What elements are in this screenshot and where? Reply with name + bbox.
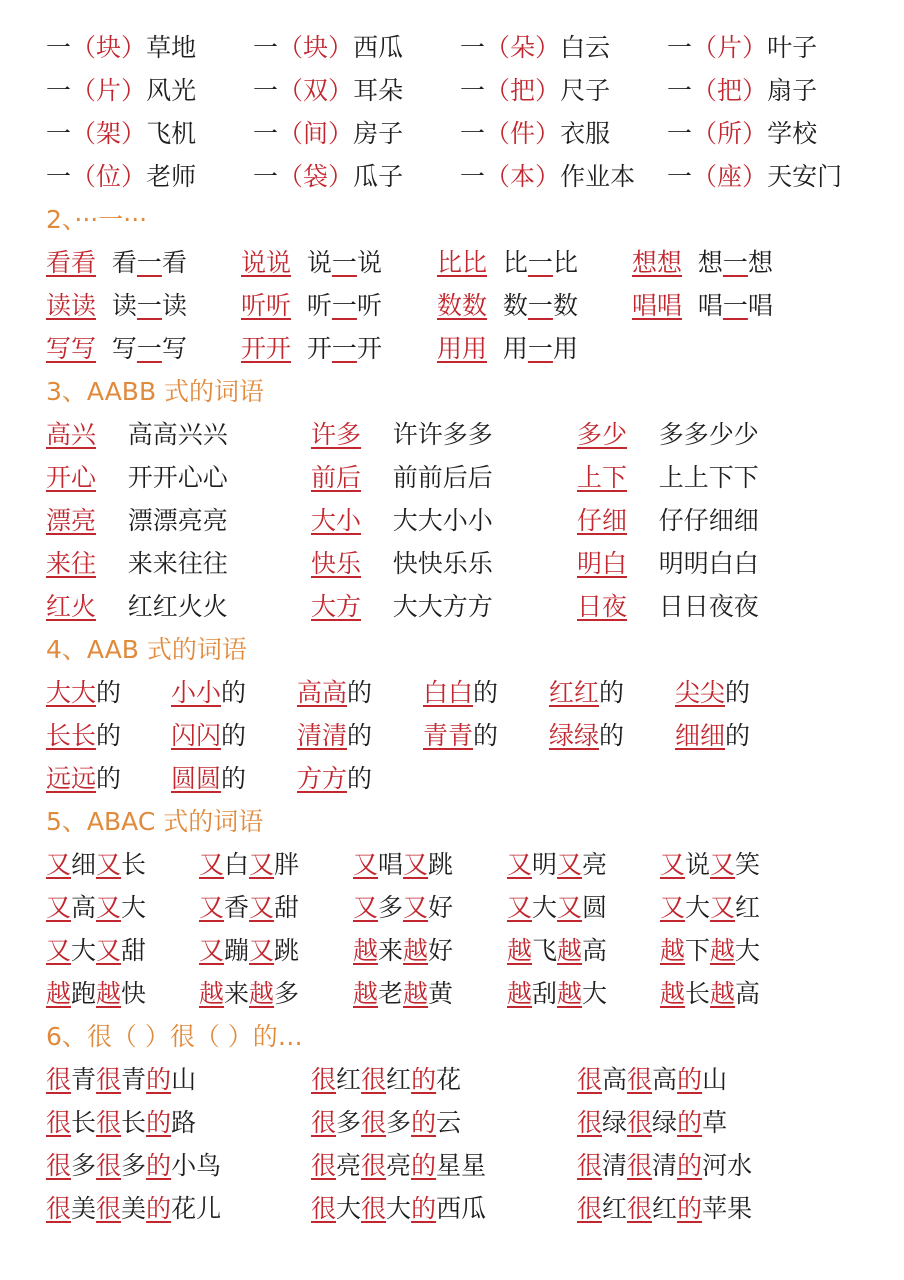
abac-item: 越来越多 bbox=[199, 979, 300, 1008]
measure-item: 一（块）西瓜 bbox=[253, 33, 404, 62]
section-heading bbox=[0, 198, 904, 241]
aabb-row bbox=[0, 585, 904, 628]
reduplication-item: 听听 听一听 bbox=[241, 291, 382, 320]
reduplication-item: 读读 读一读 bbox=[46, 291, 187, 320]
hen-item: 很多很多的小鸟 bbox=[46, 1151, 222, 1180]
aabb-item: 明白 明明白白 bbox=[577, 549, 759, 578]
measure-item: 一（架）飞机 bbox=[46, 119, 197, 148]
hen-item: 很多很多的云 bbox=[311, 1108, 462, 1137]
measure-item: 一（片）风光 bbox=[46, 76, 197, 105]
abac-item: 又大又圆 bbox=[507, 893, 608, 922]
abac-item: 又香又甜 bbox=[199, 893, 300, 922]
abac-item: 越跑越快 bbox=[46, 979, 147, 1008]
measure-item: 一（位）老师 bbox=[46, 162, 197, 191]
abac-item: 越老越黄 bbox=[353, 979, 454, 1008]
aabb-item: 快乐 快快乐乐 bbox=[311, 549, 493, 578]
aab-item: 闪闪的 bbox=[171, 721, 247, 750]
reduplication-item: 唱唱 唱一唱 bbox=[632, 291, 773, 320]
reduplication-item: 数数 数一数 bbox=[437, 291, 578, 320]
measure-item: 一（朵）白云 bbox=[460, 33, 611, 62]
abac-item: 越来越好 bbox=[353, 936, 454, 965]
section-heading-text: 6、很（ ）很（ ）的… bbox=[46, 1022, 303, 1051]
abac-item: 又明又亮 bbox=[507, 850, 608, 879]
measure-row bbox=[0, 26, 904, 69]
hen-item: 很高很高的山 bbox=[577, 1065, 728, 1094]
aabb-row bbox=[0, 413, 904, 456]
aab-item: 小小的 bbox=[171, 678, 247, 707]
aab-item: 尖尖的 bbox=[675, 678, 751, 707]
measure-row bbox=[0, 112, 904, 155]
hen-item: 很红很红的花 bbox=[311, 1065, 462, 1094]
abac-item: 又唱又跳 bbox=[353, 850, 454, 879]
section-heading-text: 4、AAB 式的词语 bbox=[46, 635, 247, 664]
hen-item: 很亮很亮的星星 bbox=[311, 1151, 487, 1180]
aabb-item: 大小 大大小小 bbox=[311, 506, 493, 535]
abac-item: 又高又大 bbox=[46, 893, 147, 922]
hen-item: 很青很青的山 bbox=[46, 1065, 197, 1094]
aabb-item: 漂亮 漂漂亮亮 bbox=[46, 506, 228, 535]
hen-item: 很红很红的苹果 bbox=[577, 1194, 753, 1223]
aab-item: 长长的 bbox=[46, 721, 122, 750]
measure-item: 一（本）作业本 bbox=[460, 162, 636, 191]
aabb-row bbox=[0, 542, 904, 585]
aabb-item: 高兴 高高兴兴 bbox=[46, 420, 228, 449]
abac-item: 又大又红 bbox=[660, 893, 761, 922]
reduplication-row bbox=[0, 327, 904, 370]
aabb-item: 开心 开开心心 bbox=[46, 463, 228, 492]
measure-row bbox=[0, 155, 904, 198]
reduplication-item: 看看 看一看 bbox=[46, 248, 187, 277]
aab-item: 青青的 bbox=[423, 721, 499, 750]
measure-item: 一（块）草地 bbox=[46, 33, 197, 62]
section-heading bbox=[0, 800, 904, 843]
aab-item: 绿绿的 bbox=[549, 721, 625, 750]
abac-row bbox=[0, 886, 904, 929]
aabb-row bbox=[0, 456, 904, 499]
abac-row bbox=[0, 929, 904, 972]
hen-item: 很大很大的西瓜 bbox=[311, 1194, 487, 1223]
hen-item: 很绿很绿的草 bbox=[577, 1108, 728, 1137]
aab-row bbox=[0, 757, 904, 800]
hen-item: 很美很美的花儿 bbox=[46, 1194, 222, 1223]
measure-item: 一（座）天安门 bbox=[667, 162, 843, 191]
reduplication-row bbox=[0, 241, 904, 284]
aabb-item: 上下 上上下下 bbox=[577, 463, 759, 492]
abac-item: 越刮越大 bbox=[507, 979, 608, 1008]
measure-item: 一（把）扇子 bbox=[667, 76, 818, 105]
abac-item: 又说又笑 bbox=[660, 850, 761, 879]
reduplication-item: 开开 开一开 bbox=[241, 334, 382, 363]
section-heading bbox=[0, 628, 904, 671]
aab-row bbox=[0, 714, 904, 757]
abac-item: 越长越高 bbox=[660, 979, 761, 1008]
aabb-item: 许多 许许多多 bbox=[311, 420, 493, 449]
aabb-item: 日夜 日日夜夜 bbox=[577, 592, 759, 621]
measure-item: 一（双）耳朵 bbox=[253, 76, 404, 105]
measure-item: 一（片）叶子 bbox=[667, 33, 818, 62]
hen-row bbox=[0, 1058, 904, 1101]
measure-item: 一（袋）瓜子 bbox=[253, 162, 404, 191]
aab-item: 白白的 bbox=[423, 678, 499, 707]
abac-item: 又大又甜 bbox=[46, 936, 147, 965]
hen-row bbox=[0, 1101, 904, 1144]
section-heading bbox=[0, 1015, 904, 1058]
abac-item: 又多又好 bbox=[353, 893, 454, 922]
reduplication-row bbox=[0, 284, 904, 327]
hen-row bbox=[0, 1187, 904, 1230]
aab-item: 高高的 bbox=[297, 678, 373, 707]
aabb-item: 大方 大大方方 bbox=[311, 592, 493, 621]
aab-item: 圆圆的 bbox=[171, 764, 247, 793]
hen-row bbox=[0, 1144, 904, 1187]
measure-item: 一（所）学校 bbox=[667, 119, 818, 148]
aab-item: 红红的 bbox=[549, 678, 625, 707]
measure-item: 一（间）房子 bbox=[253, 119, 404, 148]
abac-item: 又细又长 bbox=[46, 850, 147, 879]
measure-row bbox=[0, 69, 904, 112]
reduplication-item: 说说 说一说 bbox=[241, 248, 382, 277]
aabb-item: 来往 来来往往 bbox=[46, 549, 228, 578]
hen-item: 很清很清的河水 bbox=[577, 1151, 753, 1180]
reduplication-item: 比比 比一比 bbox=[437, 248, 578, 277]
abac-row bbox=[0, 972, 904, 1015]
section-heading-text: 2、···一··· bbox=[46, 205, 148, 234]
reduplication-item: 写写 写一写 bbox=[46, 334, 187, 363]
aab-item: 远远的 bbox=[46, 764, 122, 793]
aab-item: 清清的 bbox=[297, 721, 373, 750]
aabb-item: 前后 前前后后 bbox=[311, 463, 493, 492]
measure-item: 一（把）尺子 bbox=[460, 76, 611, 105]
hen-item: 很长很长的路 bbox=[46, 1108, 197, 1137]
measure-item: 一（件）衣服 bbox=[460, 119, 611, 148]
aab-item: 细细的 bbox=[675, 721, 751, 750]
aabb-row bbox=[0, 499, 904, 542]
aab-item: 大大的 bbox=[46, 678, 122, 707]
abac-item: 越飞越高 bbox=[507, 936, 608, 965]
reduplication-item: 想想 想一想 bbox=[632, 248, 773, 277]
section-heading-text: 5、ABAC 式的词语 bbox=[46, 807, 264, 836]
abac-item: 又蹦又跳 bbox=[199, 936, 300, 965]
section-heading-text: 3、AABB 式的词语 bbox=[46, 377, 265, 406]
section-heading bbox=[0, 370, 904, 413]
abac-row bbox=[0, 843, 904, 886]
reduplication-item: 用用 用一用 bbox=[437, 334, 578, 363]
abac-item: 越下越大 bbox=[660, 936, 761, 965]
aabb-item: 仔细 仔仔细细 bbox=[577, 506, 759, 535]
aab-row bbox=[0, 671, 904, 714]
aabb-item: 多少 多多少少 bbox=[577, 420, 759, 449]
aabb-item: 红火 红红火火 bbox=[46, 592, 228, 621]
abac-item: 又白又胖 bbox=[199, 850, 300, 879]
aab-item: 方方的 bbox=[297, 764, 373, 793]
